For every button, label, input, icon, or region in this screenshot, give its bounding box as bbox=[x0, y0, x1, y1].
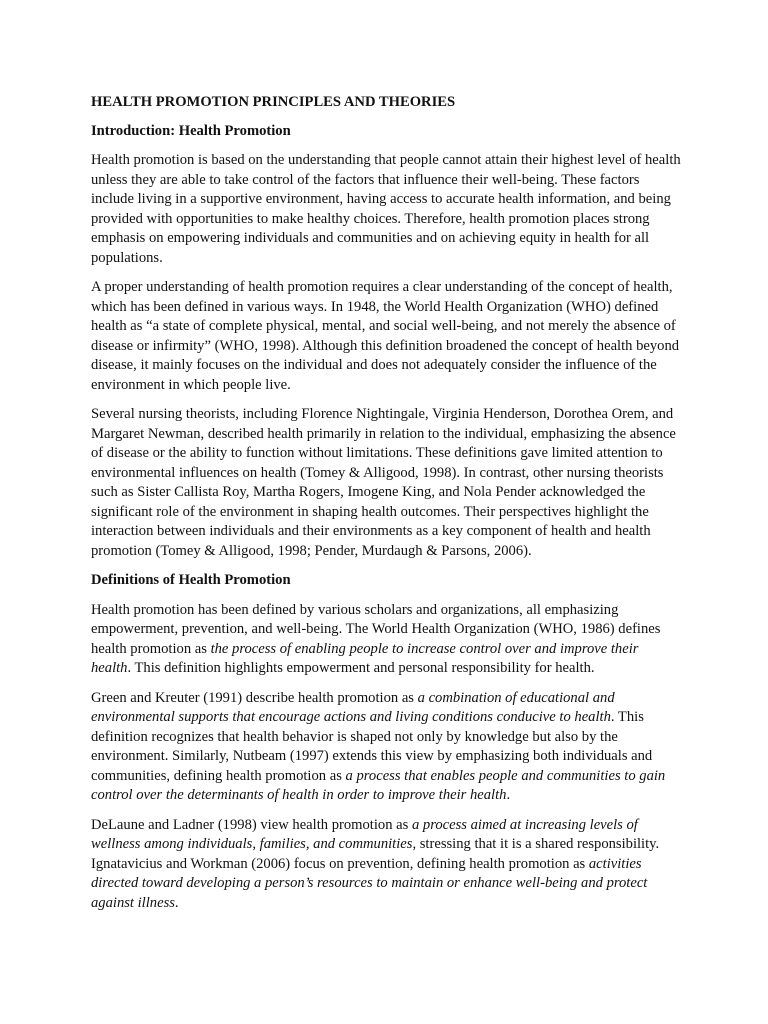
paragraph-text: Green and Kreuter (1991) describe health promotion as bbox=[91, 689, 418, 706]
paragraph-text: . This definition highlights empowerment and personal responsibility for health. bbox=[127, 660, 595, 676]
document-page bbox=[91, 93, 681, 923]
section-heading-definitions: Definitions of Health Promotion bbox=[91, 572, 291, 588]
paragraph-text: . bbox=[506, 787, 511, 803]
italic-definition: a process aimed at increasing levels of wellness among individuals, families, and communities bbox=[91, 816, 638, 852]
italic-definition: the process of enabling people to increase control over and improve their health bbox=[91, 640, 639, 676]
paragraph-definitions-2 bbox=[91, 689, 681, 806]
italic-definition: a process that enables people and communities to gain control over the determinants of health in order to improve their health bbox=[91, 767, 666, 803]
paragraph-intro-1: Health promotion is based on the understanding that people cannot attain their highest level of health unless they are able to take control of the factors that influence their well-being. These factors include living in a supportive environment, having access to accurate health information, and being provided with opportunities to make healthy choices. Therefore, health promotion places strong emphasis on empowering individuals and communities and on achieving equity in health for all populations. bbox=[91, 152, 681, 266]
document-title: HEALTH PROMOTION PRINCIPLES AND THEORIES bbox=[91, 94, 456, 110]
paragraph-text: . This definition recognizes that health behavior is shaped not only by knowledge but also by the environment. Similarly, Nutbeam (1997) extends this view by emphasizing both individuals and communities, defining health promotion as bbox=[91, 709, 653, 784]
paragraph-text: . bbox=[174, 894, 179, 911]
italic-definition: activities directed toward developing a person’s resources to maintain or enhance well-being and protect against illness bbox=[91, 855, 648, 911]
paragraph-definitions-3 bbox=[91, 816, 681, 914]
paragraph-intro-3: Several nursing theorists, including Florence Nightingale, Virginia Henderson, Dorothea Orem, and Margaret Newman, described health primarily in relation to the individual, emphasizing the absence of disease or the ability to function without limitations. These definitions gave limited attention to environmental influences on health (Tomey & Alligood, 1998). In contrast, other nursing theorists such as Sister Callista Roy, Martha Rogers, Imogene King, and Nola Pender acknowledged the significant role of the environment in shaping health outcomes. Their perspectives highlight the interaction between individuals and their environments as a key component of health and health promotion (Tomey & Alligood, 1998; Pender, Murdaugh & Parsons, 2006). bbox=[91, 406, 676, 559]
paragraph-text: , stressing that it is a shared responsibility. Ignatavicius and Workman (2006) focus on prevention, defining health promotion as bbox=[91, 836, 660, 872]
section-heading-introduction: Introduction: Health Promotion bbox=[91, 122, 291, 139]
italic-definition: a combination of educational and environmental supports that encourage actions and living conditions conducive to health bbox=[91, 689, 615, 725]
paragraph-definitions-1 bbox=[91, 601, 681, 679]
paragraph-text: DeLaune and Ladner (1998) view health promotion as bbox=[91, 816, 412, 833]
paragraph-text: Health promotion has been defined by various scholars and organizations, all emphasizing empowerment, prevention, and well-being. The World Health Organization (WHO, 1986) defines health promotion as bbox=[91, 601, 661, 657]
paragraph-intro-2: A proper understanding of health promotion requires a clear understanding of the concept of health, which has been defined in various ways. In 1948, the World Health Organization (WHO) defined health as “a state of complete physical, mental, and social well-being, and not merely the absence of disease or infirmity” (WHO, 1998). Although this definition broadened the concept of health beyond disease, it mainly focuses on the individual and does not adequately consider the influence of the environment in which people live. bbox=[91, 279, 680, 393]
